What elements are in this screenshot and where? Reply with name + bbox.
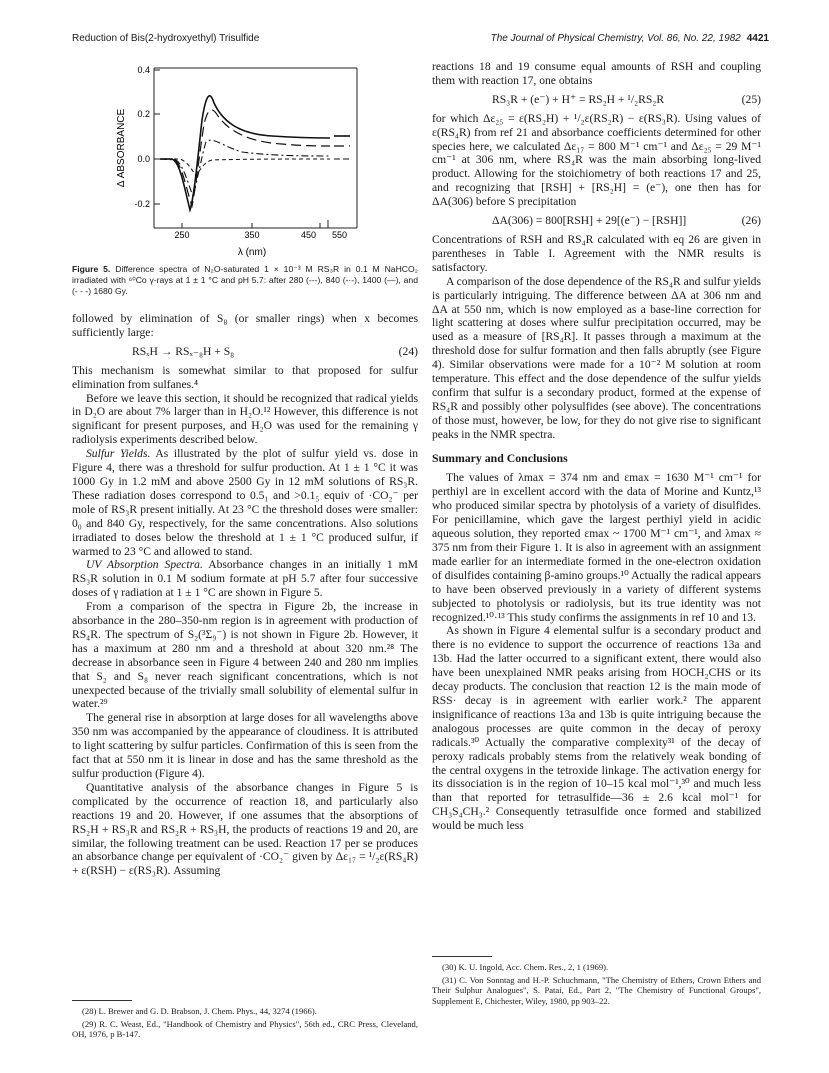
x-tick-label: 550 <box>332 230 348 240</box>
paragraph-text: Absorbance changes in an initially 1 mM RS₃R solution in 0.1 M sodium formate at pH 5.7 after four successive doses of γ radiation at 1 ± 1 °C are shown in Figure 5. <box>72 558 418 600</box>
page-number: 4421 <box>746 33 769 44</box>
left-column <box>72 312 418 878</box>
paragraph: for which Δε₂₅ = ε(RS₂H) + ¹/₂ε(RS₂R) − ε(RS₃R). Using values of ε(RS₄R) from ref 21 and absorbance coefficients determined for other species here, we calculated Δε₁₇ = 800 M⁻¹ cm⁻¹ and Δε₂₅ = 29 M⁻¹ cm⁻¹ at 306 nm, where RS₄R was the main absorbing long-lived product. Allowing for the stoichiometry of both reactions 17 and 25, and recognizing that [RSH] + [RS₂H] = (e⁻), one then has for ΔA(306) before S precipitation <box>432 111 761 209</box>
paragraph: Quantitative analysis of the absorbance changes in Figure 5 is complicated by the occurrence of reaction 18, and particularly also reactions 19 and 20. However, if one assumes that the absorptions of RS₂H + RS₃R and RS₂R + RS₃H, the products of reactions 19 and 20, are similar, the following treatment can be used. Reaction 17 per se produces an absorbance change per equivalent of ·CO₂⁻ given by Δε₁₇ = ¹/₂ε(RS₄R) + ε(RSH) − ε(RS₃R). Assuming <box>72 780 418 878</box>
right-column <box>432 60 761 833</box>
caption-lead: Figure 5. <box>72 264 111 274</box>
footnote: (30) K. U. Ingold, Acc. Chem. Res., 2, 1 (1969). <box>442 962 609 972</box>
paragraph: Concentrations of RSH and RS₄R calculated with eq 26 are given in parentheses in Table I. Agreement with the NMR results is satisfactory. <box>432 232 761 274</box>
equation: RS₃R + (e⁻) + H⁺ = RS₂H + ¹/₂RS₂R <box>492 92 665 106</box>
y-tick-label: 0.4 <box>137 65 150 75</box>
section-heading: Summary and Conclusions <box>432 450 568 465</box>
y-axis-label: Δ ABSORBANCE <box>116 108 127 188</box>
y-tick-label: 0.0 <box>137 154 150 164</box>
footnotes-right <box>432 962 761 1008</box>
equation-number: (26) <box>741 214 761 228</box>
footnote: (31) C. Von Sonntag and H.-P. Schuchmann, "The Chemistry of Ethers, Crown Ethers and Their Sulphur Analogues", S. Patai, Ed., Part 2, "The Chemistry of Functional Groups", Supplement E, Chichester, Wiley, 1980, pp 903–22. <box>432 974 761 1006</box>
equation-24 <box>72 340 418 364</box>
paragraph <box>72 558 418 600</box>
paragraph: Before we leave this section, it should be recognized that radical yields in D₂O are about 7% larger than in H₂O.¹² However, this difference is not significant for present purposes, and H₂O was used for the remaining γ radiolysis experiments described below. <box>72 391 418 447</box>
paragraph: This mechanism is somewhat similar to that proposed for sulfur elimination from sulfanes.⁴ <box>72 363 418 391</box>
paragraph: The general rise in absorption at large doses for all wavelengths above 350 nm was accompanied by the appearance of cloudiness. It is attributed to light scattering by sulfur particles. Confirmation of this is seen from the fact that at 550 nm it is linear in dose and has the same threshold as the sulfur production (Figure 4). <box>72 711 418 780</box>
equation-number: (25) <box>741 92 761 106</box>
paragraph: followed by elimination of S₈ (or smaller rings) when x becomes sufficiently large: <box>72 312 418 339</box>
running-head: Reduction of Bis(2-hydroxyethyl) Trisulfide <box>72 33 260 44</box>
caption-text: Difference spectra of N₂O-saturated 1 × 10⁻³ M RS₃R in 0.1 M NaHCO₂ irradiated with ⁶⁰Co γ-rays at 1 ± 1 °C and pH 5.7: after 280 (---), 840 (-·-), 1400 (—), and (- - -) 1680 Gy. <box>72 264 419 296</box>
paragraph: A comparison of the dose dependence of the RS₄R and sulfur yields is particularly intriguing. The difference between ΔA at 306 nm and ΔA at 550 nm, which is now employed as a base-line correction for light scattering at doses where sulfur precipitation occurred, may be used as a measure of [RS₄R]. It passes through a maximum at the threshold dose for sulfur formation and then falls abruptly (see Figure 4). Similar observations were made for a 10⁻² M solution at room temperature. This effect and the dose dependence of the sulfur yields confirm that sulfur is a secondary product, formed at the expense of RS₄R and possibly other polysulfides (see above). The concentrations of those must, however, be low, for they do not give rise to significant peaks in the NMR spectra. <box>432 274 761 441</box>
run-in-heading: Sulfur Yields. <box>86 447 151 461</box>
figure-caption <box>72 264 418 296</box>
equation: ΔA(306) = 800[RSH] + 29[(e⁻) − [RSH]] <box>492 214 687 228</box>
journal-name: The Journal of Physical Chemistry, Vol. 86, No. 22, 1982 <box>490 33 741 44</box>
y-tick-label: 0.2 <box>137 109 150 119</box>
curve-840-gy <box>160 140 330 196</box>
paragraph: The values of λmax = 374 nm and εmax = 1630 M⁻¹ cm⁻¹ for perthiyl are in excellent accord with the data of Morine and Kuntz,¹³ who produced similar spectra by photolysis of a variety of disulfides. For penicillamine, which gave the largest perthiyl yield in acidic aqueous solution, they reported εmax ~ 1700 M⁻¹ cm⁻¹, and λmax ≈ 375 nm from their Figure 1. It is also in agreement with an assignment made earlier for an intermediate formed in the one-electron oxidation of disulfides containing β-amino groups.¹⁰ Actually the radical appears to have been observed previously in a variety of different systems subjected to photolysis or radiolysis, but its true identity was not recognized.¹⁰·¹³ This study confirms the assignments in ref 10 and 13. <box>432 471 761 624</box>
curve-280-gy <box>160 159 330 176</box>
footnotes-left <box>72 1006 418 1042</box>
equation-26 <box>432 209 761 233</box>
journal-citation <box>491 33 769 44</box>
y-tick-label: -0.2 <box>134 199 150 209</box>
equation-number: (24) <box>398 344 418 358</box>
paragraph: From a comparison of the spectra in Figure 2b, the increase in absorbance in the 280–350-nm region is in agreement with production of RS₄R. The spectrum of S₂(³Σ₉⁻) is not shown in Figure 2b. However, it has a maximum at 280 nm and a threshold at about 320 nm.²⁸ The decrease in absorbance seen in Figure 4 between 240 and 280 nm implies that S₂ and S₈ never reach significant concentrations, which is not unexpected because of the trivially small solubility of elemental sulfur in water.²⁹ <box>72 600 418 711</box>
footnote-rule <box>432 956 492 957</box>
equation: RSₓH → RSₓ₋₈H + S₈ <box>132 344 235 358</box>
footnote: (28) L. Brewer and G. D. Brabson, J. Chem. Phys., 44, 3274 (1966). <box>82 1006 317 1016</box>
footnote-rule <box>72 1000 132 1001</box>
equation-25 <box>432 88 761 112</box>
paragraph <box>72 447 418 558</box>
x-tick-label: 450 <box>300 230 316 240</box>
x-tick-label: 250 <box>174 230 190 240</box>
x-axis-label: λ (nm) <box>237 247 267 258</box>
paragraph: As shown in Figure 4 elemental sulfur is a secondary product and there is no evidence to support the occurrence of reactions 13a and 13b. Had the latter occurred to a significant extent, there would also have been unexplained NMR peaks arising from HOCH₂CHS or its decay products. The conclusion that reaction 12 is the main mode of RSS· decay is in agreement with earlier work.² The apparent insignificance of reactions 13a and 13b is quite intriguing because the analogous processes are quite common in the decay of peroxy radicals.³⁰ Actually the comparative complexity³¹ of the decay of peroxy radicals probably stems from the relatively weak bonding of the central oxygens in the tetroxide linkage. The activation energy for its dissociation is in the region of 10–15 kcal mol⁻¹,³⁰ and much less than that reported for tetrasulfide—36 ± 2.6 kcal mol⁻¹ for CH₃S₄CH₃.² Consequently tetrasulfide once formed and stabilized would be much less <box>432 624 761 833</box>
run-in-heading: UV Absorption Spectra. <box>86 558 203 572</box>
figure-5-plot <box>72 58 418 263</box>
paragraph: reactions 18 and 19 consume equal amounts of RSH and coupling them with reaction 17, one obtains <box>432 60 761 87</box>
figure-5 <box>72 58 418 263</box>
footnote: (29) R. C. Weast, Ed., "Handbook of Chemistry and Physics", 56th ed., CRC Press, Cleveland, OH, 1976, p B-147. <box>72 1018 418 1040</box>
x-tick-label: 350 <box>244 230 260 240</box>
paragraph-text: As illustrated by the plot of sulfur yield vs. dose in Figure 4, there was a threshold for sulfur production. At 1 ± 1 °C it was 1000 Gy in 1.2 mM and above 2500 Gy in 12 mM solutions of RS₃R. These radiation doses correspond to 0.5₁ and >0.1₅ equiv of ·CO₂⁻ per mole of RS₃R present initially. At 23 °C the threshold doses were smaller: 0₀ and 840 Gy, respectively, for the same concentrations. Also solutions irradiated to doses below the threshold at 1 ± 1 °C produced sulfur, if warmed to 23 °C and allowed to stand. <box>72 447 418 558</box>
